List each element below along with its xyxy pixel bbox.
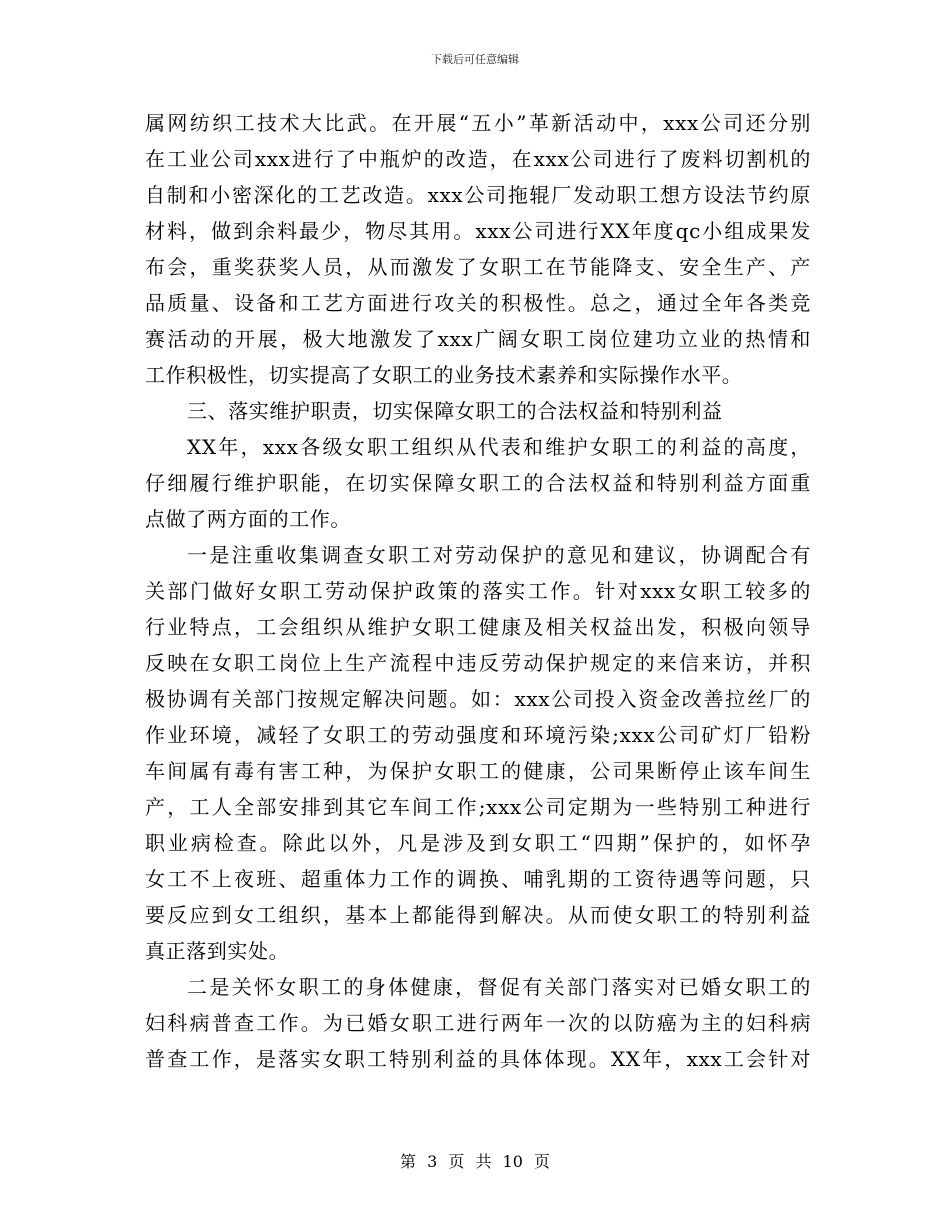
text-line: 材料，做到余料最少，物尽其用。xxx公司进行XX年度qc小组成果发 [145,219,811,243]
text-line: 极协调有关部门按规定解决问题。如：xxx公司投入资金改善拉丝厂的 [145,687,811,711]
text-line: 职业病检查。除此以外，凡是涉及到女职工“四期”保护的，如怀孕 [145,831,811,855]
text-line: 品质量、设备和工艺方面进行攻关的积极性。总之，通过全年各类竞 [145,291,811,315]
text-line: 要反应到女工组织，基本上都能得到解决。从而使女职工的特别利益 [145,903,811,927]
text-line: 妇科病普查工作。为已婚女职工进行两年一次的以防癌为主的妇科病 [145,1011,811,1035]
text-line: 点做了两方面的工作。 [145,507,351,531]
text-line: 仔细履行维护职能，在切实保障女职工的合法权益和特别利益方面重 [145,471,811,495]
text-line: 反映在女职工岗位上生产流程中违反劳动保护规定的来信来访，并积 [145,651,811,675]
text-line: 布会，重奖获奖人员，从而激发了女职工在节能降支、安全生产、产 [145,255,811,279]
text-line: 一是注重收集调查女职工对劳动保护的意见和建议，协调配合有 [187,543,811,567]
text-line: 自制和小密深化的工艺改造。xxx公司拖辊厂发动职工想方设法节约原 [145,183,811,207]
text-line: 行业特点，工会组织从维护女职工健康及相关权益出发，积极向领导 [145,615,811,639]
page-header: 下载后可任意编辑 [431,53,519,66]
text-line: 赛活动的开展，极大地激发了xxx广阔女职工岗位建功立业的热情和 [145,327,811,351]
text-line: 三、落实维护职责，切实保障女职工的合法权益和特别利益 [187,399,723,423]
text-line: 在工业公司xxx进行了中瓶炉的改造，在xxx公司进行了废料切割机的 [145,147,811,171]
document-body [145,105,811,1077]
text-line: 真正落到实处。 [145,939,290,963]
text-line: XX年，xxx各级女职工组织从代表和维护女职工的利益的高度， [187,435,811,459]
page-number: 第 3 页 共 10 页 [400,1152,550,1171]
text-line: 作业环境，减轻了女职工的劳动强度和环境污染;xxx公司矿灯厂铅粉 [145,723,811,747]
text-line: 二是关怀女职工的身体健康，督促有关部门落实对已婚女职工的 [187,975,811,999]
text-line: 属网纺织工技术大比武。在开展“五小”革新活动中，xxx公司还分别 [145,111,811,135]
text-line: 产，工人全部安排到其它车间工作;xxx公司定期为一些特别工种进行 [145,795,811,819]
text-line: 工作积极性，切实提高了女职工的业务技术素养和实际操作水平。 [145,363,743,387]
text-line: 关部门做好女职工劳动保护政策的落实工作。针对xxx女职工较多的 [145,579,811,603]
text-line: 女工不上夜班、超重体力工作的调换、哺乳期的工资待遇等问题，只 [145,867,811,891]
text-line: 车间属有毒有害工种，为保护女职工的健康，公司果断停止该车间生 [145,759,811,783]
text-line: 普查工作，是落实女职工特别利益的具体体现。XX年，xxx工会针对 [145,1047,811,1071]
